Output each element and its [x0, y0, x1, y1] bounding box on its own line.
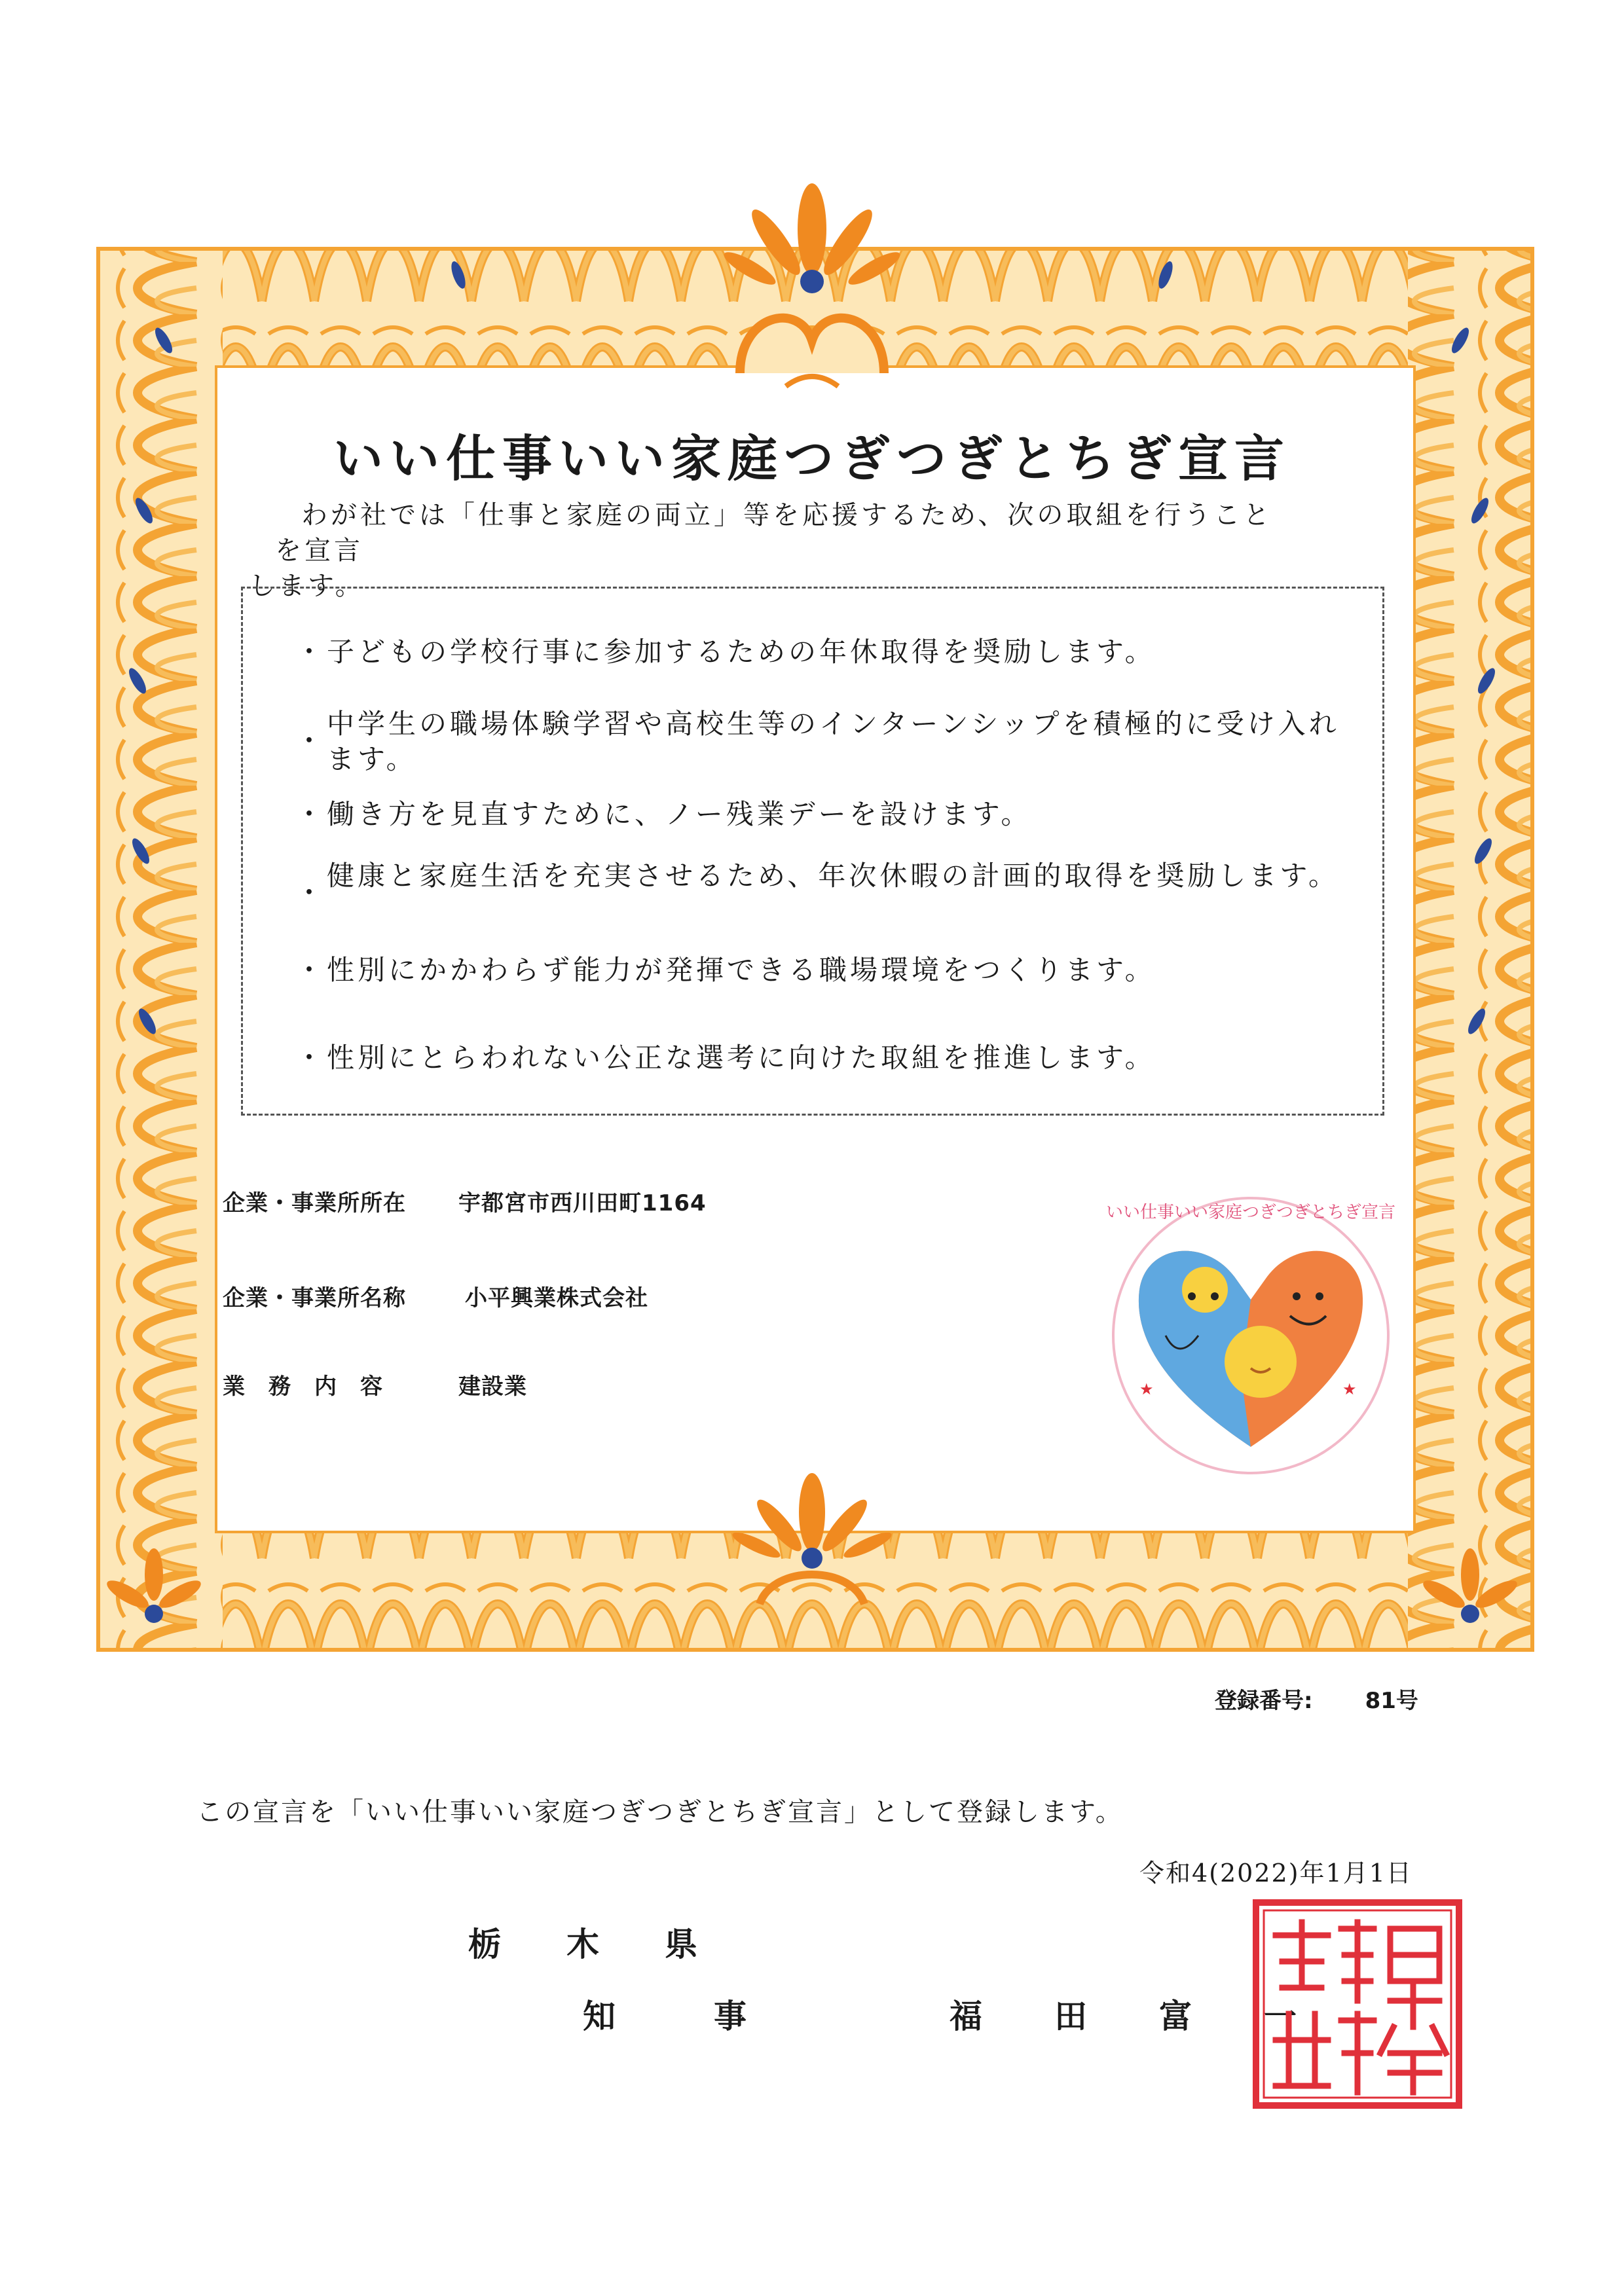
bullet: ・: [295, 725, 327, 757]
registration-value: 81号: [1365, 1688, 1418, 1714]
name-value: 小平興業株式会社: [465, 1285, 648, 1311]
registration-number: [1215, 1683, 1418, 1715]
bullet: ・: [295, 636, 327, 668]
governor-name: 福田富一: [950, 1997, 1369, 2035]
company-business-row: [223, 1368, 527, 1400]
commitment-item: [295, 634, 1356, 670]
address-label: 企業・事業所所在: [223, 1190, 406, 1216]
declaration-logo: [1094, 1178, 1408, 1480]
logo-ring-text: いい仕事いい家庭つぎつぎとちぎ宣言: [1105, 1203, 1396, 1222]
document-title: いい仕事いい家庭つぎつぎとちぎ宣言: [333, 429, 1291, 488]
commitments-box: [241, 587, 1384, 1116]
bullet: ・: [295, 954, 327, 986]
intro-line-2: します。: [249, 571, 365, 601]
declaration-text: この宣言を「いい仕事いい家庭つぎつぎとちぎ宣言」として登録します。: [196, 1797, 1124, 1827]
registration-label: 登録番号:: [1215, 1688, 1313, 1714]
intro-line-1: わが社では「仕事と家庭の両立」等を応援するため、次の取組を行うことを宣言: [275, 500, 1273, 566]
commitment-text: 性別にかかわらず能力が発揮できる職場環境をつくります。: [327, 954, 1156, 986]
bullet: ・: [295, 877, 327, 909]
bullet: ・: [295, 798, 327, 830]
company-address-row: [223, 1185, 707, 1217]
bullet: ・: [295, 1042, 327, 1074]
commitment-text: 健康と家庭生活を充実させるため、年次休暇の計画的取得を奨励します。: [327, 860, 1339, 892]
business-label: 業 務 内 容: [223, 1374, 383, 1400]
prefecture-name: 栃木県: [468, 1925, 763, 1963]
logo-star-right: ★: [1342, 1380, 1357, 1398]
logo-star-left: ★: [1139, 1380, 1154, 1398]
business-value: 建設業: [458, 1374, 527, 1400]
commitment-item: [295, 858, 1356, 909]
commitment-item: [295, 706, 1356, 777]
commitment-text: 性別にとらわれない公正な選考に向けた取組を推進します。: [327, 1042, 1156, 1074]
name-label: 企業・事業所名称: [223, 1285, 406, 1311]
issue-date: 令和4(2022)年1月1日: [1139, 1859, 1412, 1887]
official-seal: [1249, 1896, 1466, 2112]
company-name-row: [223, 1280, 648, 1312]
commitment-item: [295, 953, 1356, 988]
commitment-item: [295, 1040, 1356, 1076]
governor-title: 知事: [583, 1997, 845, 2035]
commitment-text: 子どもの学校行事に参加するための年休取得を奨励します。: [327, 636, 1156, 668]
commitment-text: 働き方を見直すために、ノー残業デーを設けます。: [327, 798, 1032, 830]
commitment-item: [295, 797, 1356, 832]
commitment-text: 中学生の職場体験学習や高校生等のインターンシップを積極的に受け入れます。: [327, 708, 1340, 775]
address-value: 宇都宮市西川田町1164: [458, 1190, 707, 1216]
